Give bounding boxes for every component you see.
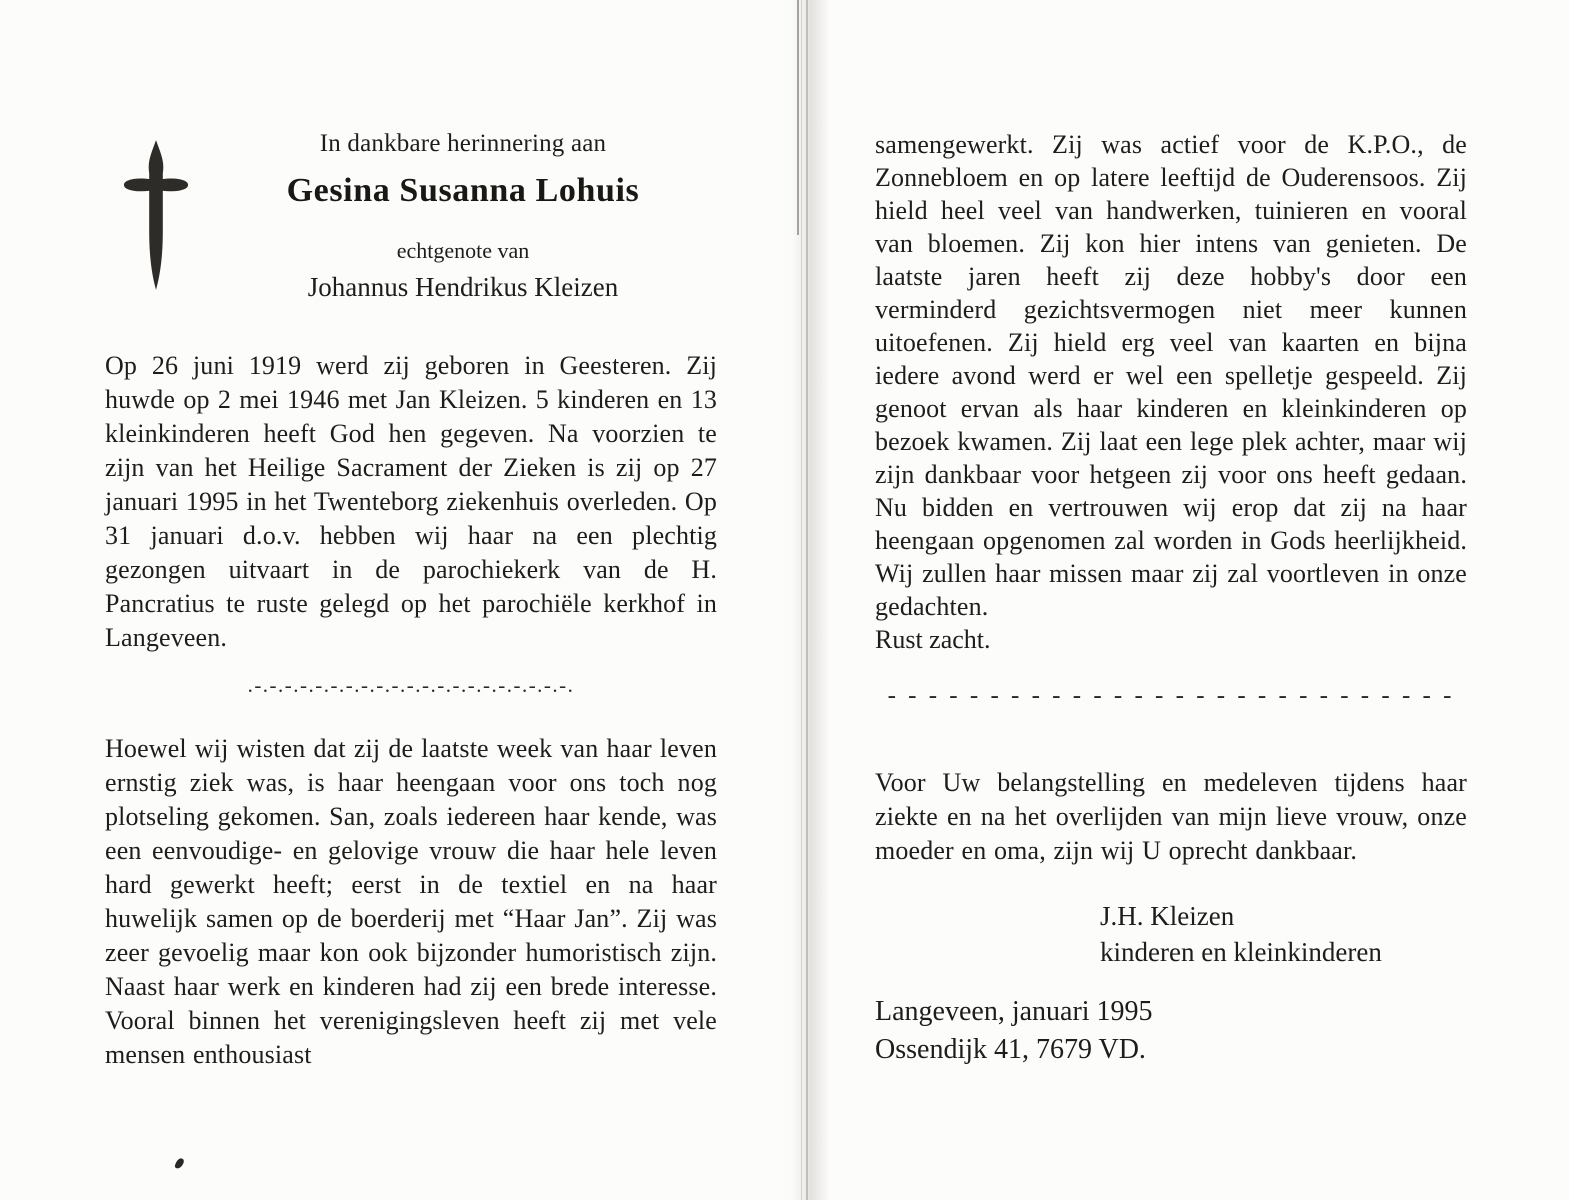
relation-line: echtgenote van bbox=[396, 238, 530, 263]
closing-line: Rust zacht. bbox=[875, 625, 991, 654]
left-page bbox=[105, 130, 717, 1072]
cross-icon bbox=[105, 130, 209, 294]
signature-name: J.H. Kleizen bbox=[1100, 901, 1235, 931]
memorial-header bbox=[105, 130, 717, 303]
memory-paragraph: Hoewel wij wisten dat zij de laatste week van haar leven ernstig ziek was, is haar heengaan voor ons toch nog plotseling gekomen. San, zoals iedereen haar kende, was een eenvoudige- en gelovige vrouw die haar hele leven hard gewerkt heeft; eerst in de textiel en na haar huwelijk samen op de boerderij met “Haar Jan”. Zij was zeer gevoelig maar kon ook bijzonder humoristisch zijn. Naast haar werk en kinderen had zij een brede interesse. Vooral binnen het verenigingsleven heeft zij met vele mensen enthousiast bbox=[105, 734, 717, 1069]
signature-block bbox=[1100, 898, 1467, 970]
dashed-separator: - - - - - - - - - - - - - - - - - - - - - - - - - - - - bbox=[887, 682, 1455, 709]
place-date-line: Langeveen, januari 1995 bbox=[875, 996, 1153, 1027]
ink-speck bbox=[174, 1157, 185, 1170]
thanks-paragraph: Voor Uw belangstelling en medeleven tijdens haar ziekte en na het overlijden van mijn lieve vrouw, onze moeder en oma, zijn wij U oprecht dankbaar. bbox=[875, 768, 1467, 865]
deceased-name: Gesina Susanna Lohuis bbox=[286, 172, 640, 209]
right-page bbox=[875, 128, 1467, 1066]
signature-sub: kinderen en kleinkinderen bbox=[1100, 937, 1382, 967]
header-text bbox=[209, 130, 717, 303]
address-line: Ossendijk 41, 7679 VD. bbox=[875, 1034, 1146, 1065]
biography-paragraph: Op 26 juni 1919 werd zij geboren in Geesteren. Zij huwde op 2 mei 1946 met Jan Kleizen. 5 kinderen en 13 kleinkinderen heeft God hen gegeven. Na voorzien te zijn van het Heilige Sacrament der Zieken is zij op 27 januari 1995 in het Twenteborg ziekenhuis overleden. Op 31 januari d.o.v. hebben wij haar na een plechtig gezongen uitvaart in de parochiekerk van de H. Pancratius te ruste gelegd op het parochiële kerkhof in Langeveen. bbox=[105, 351, 717, 652]
center-fold-line bbox=[806, 0, 808, 1200]
center-fold-shade bbox=[790, 0, 830, 1200]
spouse-name: Johannus Hendrikus Kleizen bbox=[307, 272, 619, 302]
center-fold-tint-line bbox=[801, 0, 802, 1200]
dotted-dash-separator: .-.-.-.-.-.-.-.-.-.-.-.-.-.-.-.-.-.-.-.-.-. bbox=[247, 673, 575, 697]
center-fold-line-top bbox=[797, 0, 799, 235]
memory-paragraph-continued: samengewerkt. Zij was actief voor de K.P.O., de Zonnebloem en op latere leeftijd de Ouderensoos. Zij hield heel veel van handwerken, tuinieren en vooral van bloemen. Zij kon hier intens van genieten. De laatste jaren heeft zij deze hobby's door een verminderd gezichtsvermogen niet meer kunnen uitoefenen. Zij hield erg veel van kaarten en bijna iedere avond werd er wel een spelletje gespeeld. Zij genoot ervan als haar kinderen en kleinkinderen op bezoek kwamen. Zij laat een lege plek achter, maar wij zijn dankbaar voor hetgeen zij voor ons heeft gedaan. Nu bidden en vertrouwen wij erop dat zij na haar heengaan opgenomen zal worden in Gods heerlijkheid. Wij zullen haar missen maar zij zal voortleven in onze gedachten. bbox=[875, 130, 1467, 621]
intro-line: In dankbare herinnering aan bbox=[319, 130, 607, 157]
